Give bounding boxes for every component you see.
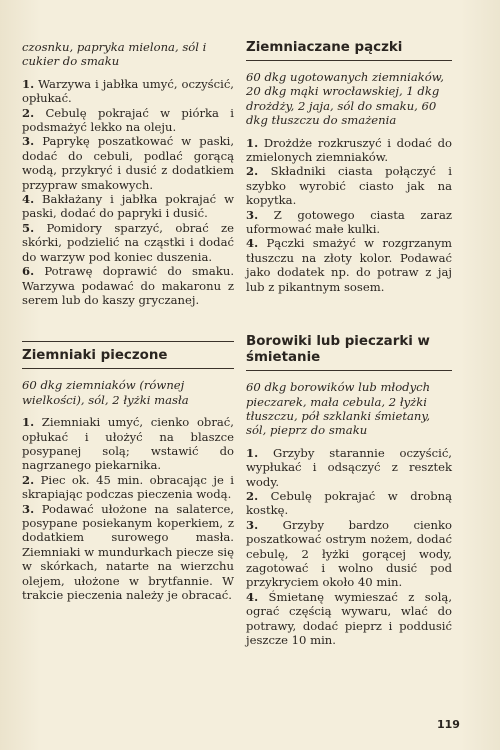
step-text: Grzyby bardzo cienko poszatkować ostrym nożem, dodać cebulę, 2 łyżki gorącej wody, zagotować i wolno dusić pod przykryciem około 40 min. xyxy=(246,517,452,590)
step-number: 4. xyxy=(246,589,259,604)
step-text: Cebulę pokrajać w drobną kostkę. xyxy=(246,488,453,518)
continued-step-6 xyxy=(22,264,234,307)
step-text: Piec ok. 45 min. obracając je i skrapiając podczas pieczenia wodą. xyxy=(22,472,235,502)
page-number: 119 xyxy=(437,718,460,731)
step-text: Pączki smażyć w rozgrzanym tłuszczu na złoty kolor. Podawać jako dodatek np. do potraw z jaj lub z pikantnym sosem. xyxy=(246,236,452,294)
step-text: Składniki ciasta połączyć i szybko wyrobić ciasto jak na kopytka. xyxy=(246,164,452,208)
step-text: Podawać ułożone na salaterce, posypane posiekanym koperkiem, z dodatkiem surowego masła. Ziemniaki w mundurkach piecze się w skórkach, natarte na wierzchu olejem, ułożone w brytfannie. W trakcie pieczenia należy je obracać. xyxy=(22,501,235,602)
step-text: Cebulę pokrajać w piórka i podsmażyć lekko na oleju. xyxy=(22,105,234,135)
step-number: 2. xyxy=(22,105,35,120)
continued-step-1 xyxy=(22,77,234,106)
step-number: 3. xyxy=(22,501,35,516)
step-text: Śmietanę wymieszać z solą, ograć częścią wywaru, wlać do potrawy, dodać pieprz i poddusić jeszcze 10 min. xyxy=(246,589,453,647)
step-text: Ziemniaki umyć, cienko obrać, opłukać i ułożyć na blaszce posypanej solą; wstawić do nagrzanego piekarnika. xyxy=(22,415,234,473)
step-text: Paprykę poszatkować w paski, dodać do cebuli, podlać gorącą wodą, przykryć i dusić z dodatkiem przypraw smakowych. xyxy=(22,134,234,192)
step-number: 4. xyxy=(246,236,259,251)
recipe-step-2 xyxy=(246,164,452,207)
continued-step-4 xyxy=(22,192,234,221)
step-number: 2. xyxy=(22,472,35,487)
left-column xyxy=(22,40,234,602)
step-text: Warzywa i jabłka umyć, oczyścić, opłukać. xyxy=(22,76,234,106)
recipe-title: Ziemniaczane pączki xyxy=(246,40,452,61)
recipe-borowiki-w-smietanie xyxy=(246,334,452,647)
recipe-ingredients: 60 dkg borowików lub młodych pieczarek, mała cebula, 2 łyżki tłuszczu, pół szklanki śmietany, sól, pieprz do smaku xyxy=(246,380,431,438)
recipe-ingredients: 60 dkg ziemniaków (równej wielkości), sól, 2 łyżki masła xyxy=(22,378,189,407)
recipe-step-4 xyxy=(246,236,452,294)
recipe-ingredients: 60 dkg ugotowanych ziemniaków, 20 dkg mąki wrocławskiej, 1 dkg drożdży, 2 jaja, sól do smaku, 60 dkg tłuszczu do smażenia xyxy=(246,70,444,128)
recipe-step-2 xyxy=(22,473,234,502)
step-number: 1. xyxy=(22,76,35,91)
step-number: 6. xyxy=(22,264,35,279)
continued-step-3 xyxy=(22,134,234,192)
step-number: 3. xyxy=(246,517,259,532)
step-text: Drożdże rozkruszyć i dodać do zmielonych ziemniaków. xyxy=(246,135,452,165)
step-number: 2. xyxy=(246,488,259,503)
recipe-step-3 xyxy=(246,208,452,237)
recipe-title: Ziemniaki pieczone xyxy=(22,348,234,369)
step-number: 5. xyxy=(22,220,35,235)
step-text: Pomidory sparzyć, obrać ze skórki, podzielić na cząstki i dodać do warzyw pod koniec duszenia. xyxy=(22,220,235,264)
recipe-step-1 xyxy=(22,415,234,473)
step-number: 3. xyxy=(246,207,259,222)
continued-ingredients: czosnku, papryka mielona, sól i cukier do smaku xyxy=(22,40,207,69)
recipe-step-4 xyxy=(246,590,452,648)
recipe-step-3 xyxy=(246,518,452,590)
step-number: 1. xyxy=(246,135,259,150)
recipe-step-3 xyxy=(22,502,234,603)
step-number: 2. xyxy=(246,164,259,179)
recipe-ziemniaczane-paczki xyxy=(246,40,452,294)
continued-step-2 xyxy=(22,106,234,135)
recipe-step-1 xyxy=(246,136,452,165)
step-text: Potrawę doprawić do smaku. Warzywa podawać do makaronu z serem lub do kaszy gryczanej. xyxy=(22,264,235,307)
continued-step-5 xyxy=(22,221,234,264)
step-number: 3. xyxy=(22,134,35,149)
recipe-title: Borowiki lub pieczarki w śmietanie xyxy=(246,334,452,371)
recipe-step-1 xyxy=(246,446,452,489)
step-number: 1. xyxy=(246,445,259,460)
recipe-step-2 xyxy=(246,489,452,518)
right-column xyxy=(246,40,452,647)
step-number: 1. xyxy=(22,415,35,430)
step-text: Z gotowego ciasta zaraz uformować małe kulki. xyxy=(246,207,453,237)
section-spacer xyxy=(246,294,452,334)
step-text: Bakłażany i jabłka pokrajać w paski, dodać do papryki i dusić. xyxy=(22,192,235,221)
section-spacer xyxy=(22,307,234,341)
step-number: 4. xyxy=(22,192,35,207)
recipe-ziemniaki-pieczone xyxy=(22,341,234,602)
step-text: Grzyby starannie oczyścić, wypłukać i odsączyć z resztek wody. xyxy=(246,445,452,489)
